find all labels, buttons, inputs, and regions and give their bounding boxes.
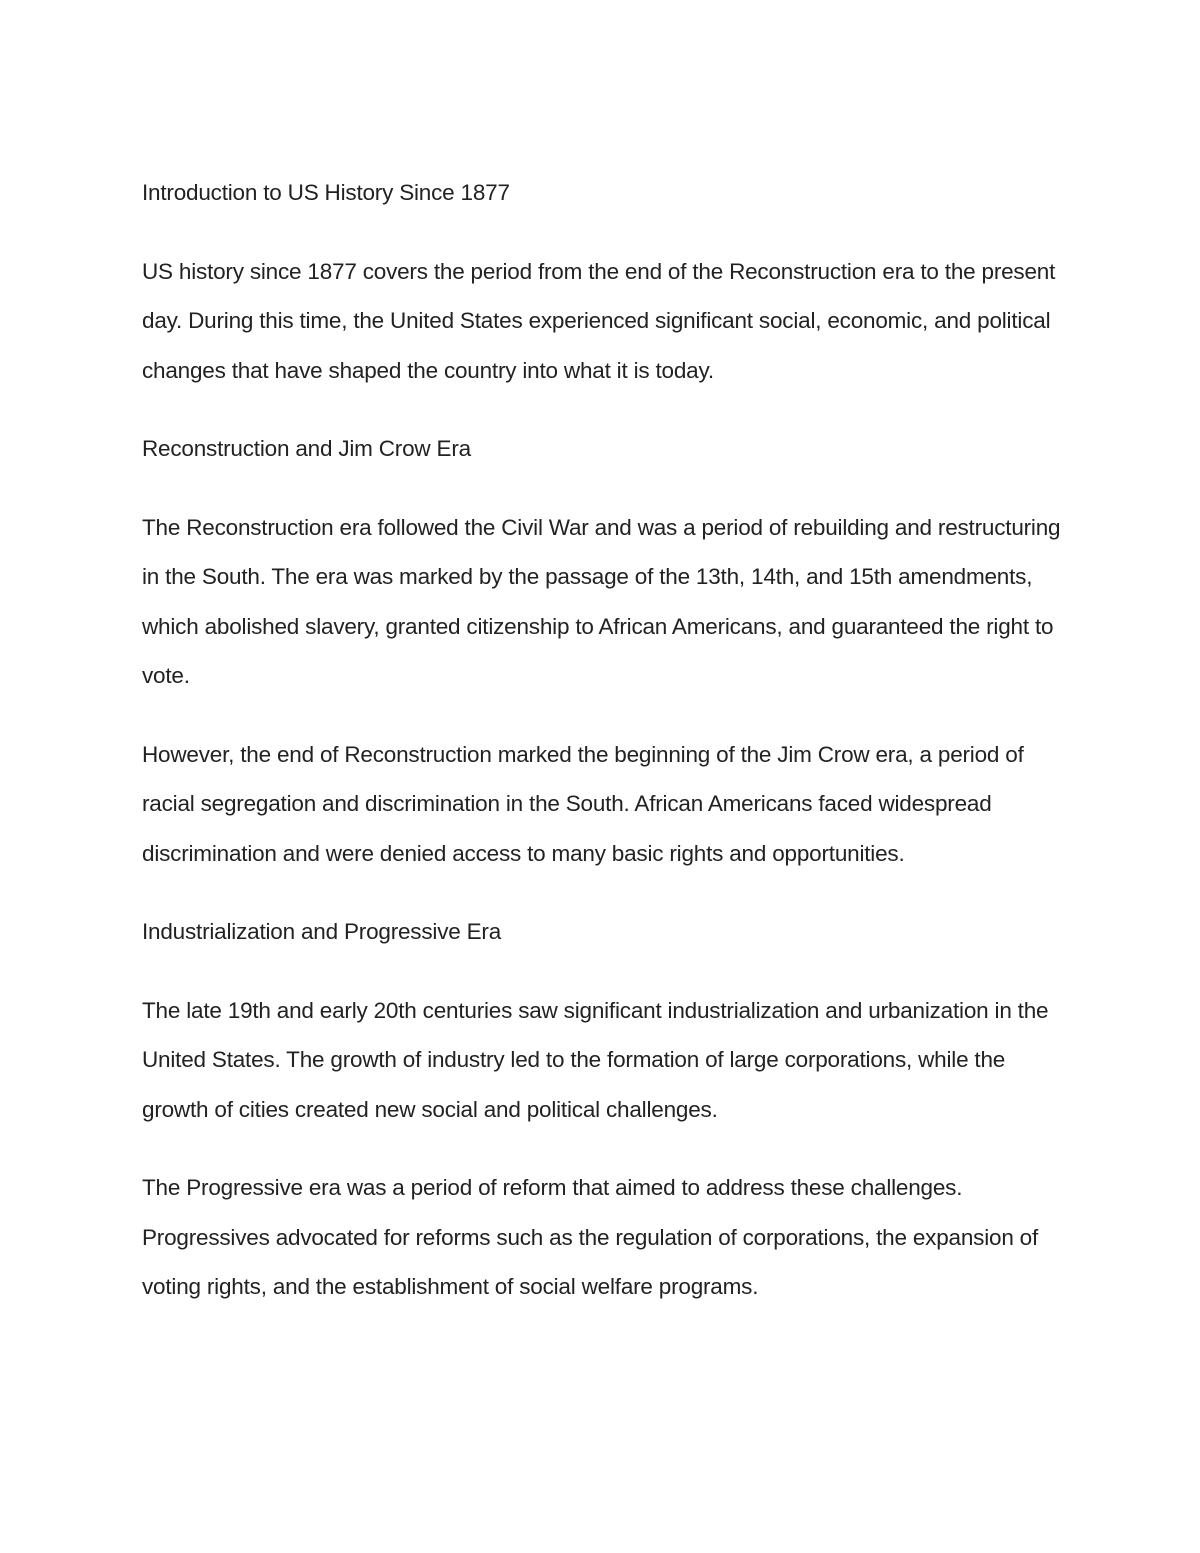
document-body (142, 168, 1062, 1341)
reconstruction-paragraph: The Reconstruction era followed the Civil War and was a period of rebuilding and restructuring in the South. The era was marked by the passage of the 13th, 14th, and 15th amendments, which abolished slavery, granted citizenship to African Americans, and guaranteed the right to vote. (142, 514, 1061, 688)
industrialization-paragraph: The late 19th and early 20th centuries saw significant industrialization and urbanization in the United States. The growth of industry led to the formation of large corporations, while the growth of cities created new social and political challenges. (142, 997, 1049, 1122)
section-heading-industrialization: Industrialization and Progressive Era (142, 919, 502, 944)
document-title: Introduction to US History Since 1877 (142, 180, 510, 205)
jim-crow-paragraph: However, the end of Reconstruction marked the beginning of the Jim Crow era, a period of racial segregation and discrimination in the South. African Americans faced widespread discrimination and were denied access to many basic rights and opportunities. (142, 741, 1024, 866)
progressive-era-paragraph: The Progressive era was a period of reform that aimed to address these challenges. Progressives advocated for reforms such as the regulation of corporations, the expansion of voting rights, and the establishment of social welfare programs. (142, 1175, 1039, 1299)
intro-paragraph: US history since 1877 covers the period from the end of the Reconstruction era to the present day. During this time, the United States experienced significant social, economic, and political changes that have shaped the country into what it is today. (142, 258, 1056, 383)
section-heading-reconstruction: Reconstruction and Jim Crow Era (142, 436, 471, 461)
